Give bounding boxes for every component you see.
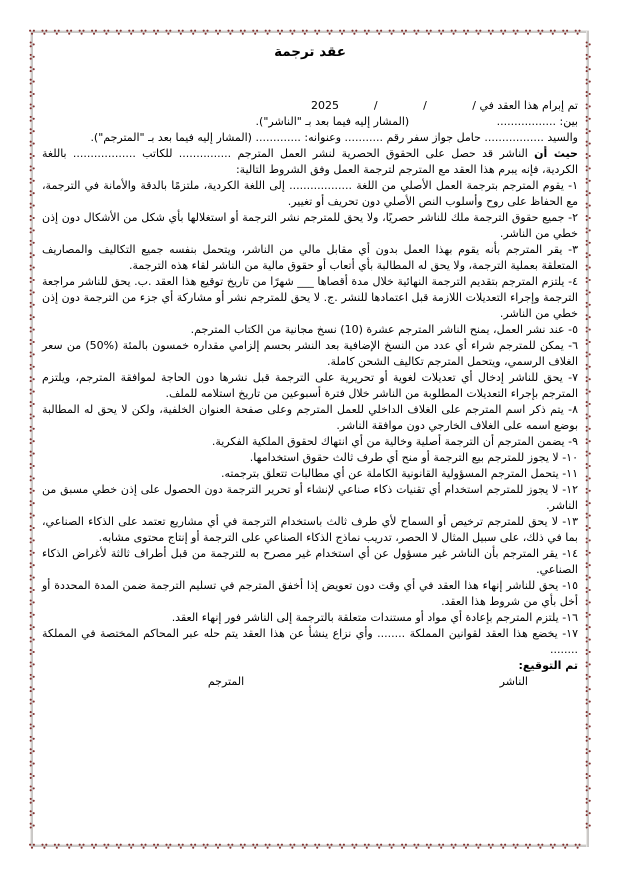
- signature-row: [42, 674, 578, 690]
- contract-clause: ١١- يتحمل المترجم المسؤولية القانونية الكاملة عن أي مطالبات تتعلق بترجمته.: [220, 467, 578, 480]
- contract-clause: ٨- يتم ذكر اسم المترجم على الغلاف الداخلي للعمل المترجم وعلى صفحة العنوان الخلفية، ولكن لا يحق له المطالبة بوضع اسمه على الغلاف الخارجي دون موافقة الناشر.: [42, 403, 578, 432]
- contract-clause: ١٠- لا يجوز للمترجم بيع الترجمة أو منح أي طرف ثالث حقوق استخدامها.: [249, 451, 578, 464]
- contract-content: [42, 42, 578, 690]
- party-translator-line: والسيد ................. حامل جواز سفر رقم ........... وعنوانه: ............. (المشار إليه فيما بعد بـ "المترجم").: [90, 131, 578, 144]
- contract-clause: ١٧- يخضع هذا العقد لقوانين المملكة ........ وأي نزاع ينشأ عن هذا العقد يتم حله عبر المحاكم المختصة في المملكة ........: [42, 627, 578, 656]
- whereas-rest: الناشر قد حصل على الحقوق الحصرية لنشر العمل المترجم ............... للكاتب .................. باللغة الكردية، فإنه يبرم هذا العقد مع المترجم لترجمة العمل وفق الشروط التالية:: [42, 147, 578, 176]
- contract-clause: ٧- يحق للناشر إدخال أي تعديلات لغوية أو تحريرية على الترجمة قبل نشرها دون الحاجة لموافقة المترجم، ويلتزم المترجم بإجراء التعديلات المطلوبة من الناشر خلال فترة أسبوعين من تاريخ استلامه للملف.: [42, 371, 578, 400]
- signature-heading: تم التوقيع:: [518, 659, 578, 672]
- clauses-list: [42, 178, 578, 658]
- contract-clause: ٥- عند نشر العمل، يمنح الناشر المترجم عشرة (10) نسخ مجانية من الكتاب المترجم.: [190, 323, 578, 336]
- contract-clause: ١٢- لا يجوز للمترجم استخدام أي تقنيات ذكاء صناعي لإنشاء أو تحرير الترجمة دون الحصول على إذن خطي مسبق من الناشر.: [42, 483, 578, 512]
- contract-clause: ١٥- يحق للناشر إنهاء هذا العقد في أي وقت دون تعويض إذا أخفق المترجم في تسليم الترجمة ضمن المدة المحددة أو أخل بأي من شروط هذا العقد.: [42, 579, 578, 608]
- whereas-lead: حيث أن: [534, 147, 578, 160]
- contract-clause: ٩- يضمن المترجم أن الترجمة أصلية وخالية من أي انتهاك لحقوق الملكية الفكرية.: [211, 435, 578, 448]
- contract-clause: ٣- يقر المترجم بأنه يقوم بهذا العمل بدون أي مقابل مالي من الناشر، ويتحمل بنفسه جميع التكاليف والمصاريف المتعلقة بعملية الترجمة، ولا يحق له المطالبة بأي أتعاب أو حقوق مالية من الناشر لقاء هذه الترجمة.: [42, 243, 578, 272]
- party-publisher-line: بين: ................. (المشار إليه فيما بعد بـ "الناشر").: [255, 115, 578, 128]
- signature-translator-label: المترجم: [207, 675, 245, 688]
- contract-body: [42, 98, 578, 690]
- document-title: عقد ترجمة: [274, 44, 346, 60]
- contract-clause: ٢- جميع حقوق الترجمة ملك للناشر حصريًا، ولا يحق للمترجم نشر الترجمة أو استغلالها بأي شكل من الأشكال دون إذن خطي من الناشر.: [42, 211, 578, 240]
- signature-publisher-label: الناشر: [499, 675, 528, 688]
- contract-clause: ١٣- لا يحق للمترجم ترخيص أو السماح لأي طرف ثالث باستخدام الترجمة في أي مشاريع تعتمد على الذكاء الصناعي، بما في ذلك، على سبيل المثال لا الحصر، تدريب نماذج الذكاء الصناعي على الترجمة أو إنتاج محتوى مشابه.: [42, 515, 578, 544]
- contract-clause: ٦- يمكن للمترجم شراء أي عدد من النسخ الإضافية بعد النشر بحسم إلزامي مقداره خمسون بالمئة (%50) من سعر الغلاف الرسمي، ويتحمل المترجم تكاليف الشحن كاملة.: [42, 339, 578, 368]
- contract-clause: ١٦- يلتزم المترجم بإعادة أي مواد أو مستندات متعلقة بالترجمة إلى الناشر فور إنهاء العقد.: [171, 611, 578, 624]
- contract-date-line: تم إبرام هذا العقد في / / / 2025: [310, 99, 578, 112]
- whereas-clause: [42, 146, 578, 178]
- contract-clause: ١٤- يقر المترجم بأن الناشر غير مسؤول عن أي استخدام غير مصرح به للترجمة من قبل أطراف ثالثة لأغراض الذكاء الصناعي.: [42, 547, 578, 576]
- contract-clause: ٤- يلتزم المترجم بتقديم الترجمة النهائية خلال مدة أقصاها ___ شهرًا من تاريخ توقيع هذا العقد .ب. يحق للناشر مراجعة الترجمة وإجراء التعديلات اللازمة قبل اعتمادها للنشر .ج. لا يحق للمترجم نشر أو مشاركة أي جزء من الترجمة دون إذن خطي من الناشر.: [42, 275, 578, 320]
- contract-clause: ١- يقوم المترجم بترجمة العمل الأصلي من اللغة .................. إلى اللغة الكردية، ملتزمًا بالدقة والأمانة في الترجمة، مع الحفاظ على روح وأسلوب النص الأصلي دون تحريف أو تغيير.: [42, 179, 578, 208]
